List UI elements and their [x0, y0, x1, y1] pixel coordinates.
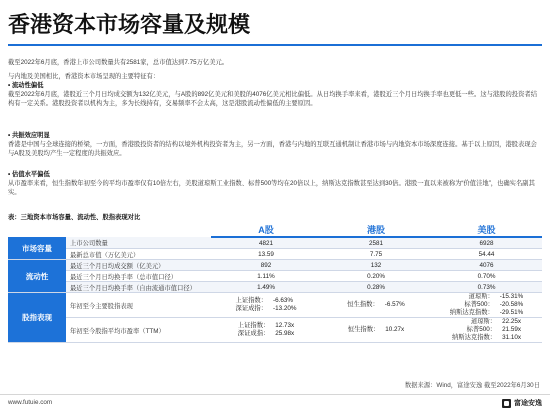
header-hk-share: 港股 [321, 222, 431, 237]
index-name: 恒生指数： [347, 301, 379, 308]
table-caption: 表：三地资本市场容量、流动性、股指表现对比 [8, 214, 141, 221]
bullet-liquidity-title: • 流动性偏低 [8, 81, 540, 90]
cell-us [431, 318, 542, 343]
cell-a [211, 318, 321, 343]
cell-us [431, 293, 542, 318]
index-value: -6.63% [273, 297, 293, 304]
index-value: 21.59x [502, 326, 521, 333]
brand-name: 富途安逸 [514, 400, 542, 407]
resonance-section [8, 131, 540, 158]
cell-us: 54.44 [431, 249, 542, 260]
bullet-valuation-text: 从市盈率来看，恒生指数年初至今的平均市盈率仅有10倍左右，美股道琼斯工业指数、标普500等均在20倍以上，纳斯达克指数甚至达到30倍。港股一直以来被称为“价值洼地”，也确实名副其实。 [8, 180, 535, 196]
row-label: 最近三个月日均换手率（总市值口径） [66, 271, 211, 282]
table-row [8, 293, 542, 318]
page-title: 香港资本市场容量及规模 [8, 12, 251, 37]
bullet-liquidity-text: 截至2022年6月底，港股近三个月日均成交额为132亿美元，与A股的892亿美元和美股的4076亿美元相比偏低。从日均换手率来看，港股近三个月日均换手率也更低一些。这与港股的投资者结构有一定关系。港股投资者以机构为主，多为长线持有，交易频率不会太高，这是港股流动性偏低的主要原因。 [8, 91, 537, 107]
index-name: 道琼斯： [470, 318, 497, 325]
index-value: -20.58% [499, 301, 524, 308]
compare-text: 与内地及美国相比，香港资本市场呈现的主要特征有： [8, 73, 160, 80]
cell-us: 0.73% [431, 282, 542, 293]
table-header-row [8, 222, 542, 237]
cell-a: 892 [211, 260, 321, 271]
bullet-valuation-title: • 估值水平偏低 [8, 170, 540, 179]
index-name: 上证指数： [235, 297, 267, 304]
brand-logo-icon [502, 399, 511, 408]
cell-hk [321, 293, 431, 318]
row-label: 年初至今主要股指表现 [66, 293, 211, 318]
cell-a: 1.49% [211, 282, 321, 293]
cell-us: 0.70% [431, 271, 542, 282]
index-name: 上证指数： [237, 322, 270, 329]
table-row [8, 237, 542, 249]
index-name: 标普500： [466, 326, 497, 333]
index-value: -13.20% [273, 305, 297, 312]
cell-us: 4076 [431, 260, 542, 271]
table-row [8, 249, 542, 260]
header-us-share: 美股 [431, 222, 542, 237]
row-label: 最近三个月日均成交额（亿美元） [66, 260, 211, 271]
index-value: 12.73x [275, 322, 295, 329]
cell-us: 6928 [431, 237, 542, 249]
footer-divider [0, 394, 550, 395]
index-value: 10.27x [385, 326, 405, 333]
cell-hk: 0.28% [321, 282, 431, 293]
index-name: 标普500： [464, 301, 494, 308]
header-a-share: A股 [211, 222, 321, 237]
index-value: -15.31% [499, 293, 524, 300]
bullet-resonance-title: • 共振效应明显 [8, 131, 540, 140]
cell-a: 13.59 [211, 249, 321, 260]
cell-a: 1.11% [211, 271, 321, 282]
cell-hk: 7.75 [321, 249, 431, 260]
index-name: 恒生指数： [347, 326, 380, 333]
cell-a: 4821 [211, 237, 321, 249]
index-name: 深证成指： [237, 330, 270, 337]
cell-hk: 132 [321, 260, 431, 271]
index-name: 纳斯达克指数： [449, 309, 494, 316]
bullet-resonance-text: 香港是中国与全球连接的桥梁，一方面，香港股投资者的结构以境外机构投资者为主，另一方面，香港与内地的互联互通机制让香港市场与内地资本市场深度连接。基于以上原因，港股表现会与A股及美股均产生一定程度的共振效应。 [8, 141, 537, 157]
footer-url-link[interactable]: www.futuie.com [8, 399, 53, 406]
market-comparison-table [8, 222, 542, 343]
cell-hk: 0.20% [321, 271, 431, 282]
index-name: 道琼斯： [468, 293, 494, 300]
index-value: 31.10x [502, 334, 521, 341]
group-capacity: 市场容量 [8, 237, 66, 260]
row-label: 上市公司数量 [66, 237, 211, 249]
group-liquidity: 流动性 [8, 260, 66, 293]
intro-paragraph [8, 58, 540, 67]
index-value: -6.57% [384, 301, 405, 308]
valuation-section [8, 170, 540, 197]
table-row [8, 318, 542, 343]
index-name: 纳斯达克指数： [452, 334, 497, 341]
intro-text: 截至2022年6月底，香港上市公司数量共有2581家，总市值达到7.75万亿美元。 [8, 59, 229, 66]
table-row [8, 282, 542, 293]
title-divider [8, 44, 542, 46]
row-label: 最近三个月日均换手率（自由流通市值口径） [66, 282, 211, 293]
index-value: 25.98x [275, 330, 295, 337]
row-label: 年初至今股指平均市盈率（TTM） [66, 318, 211, 343]
index-value: -29.51% [499, 309, 524, 316]
row-label: 最新总市值（万亿美元） [66, 249, 211, 260]
index-name: 深证成指： [235, 305, 267, 312]
cell-hk [321, 318, 431, 343]
brand-logo [502, 398, 542, 408]
cell-hk: 2581 [321, 237, 431, 249]
index-value: 22.25x [502, 318, 521, 325]
group-performance: 股指表现 [8, 293, 66, 343]
table-row [8, 260, 542, 271]
features-section [8, 72, 540, 108]
cell-a [211, 293, 321, 318]
table-row [8, 271, 542, 282]
data-source-note: 数据来源：Wind，富途安逸 截至2022年6月30日 [404, 382, 540, 389]
